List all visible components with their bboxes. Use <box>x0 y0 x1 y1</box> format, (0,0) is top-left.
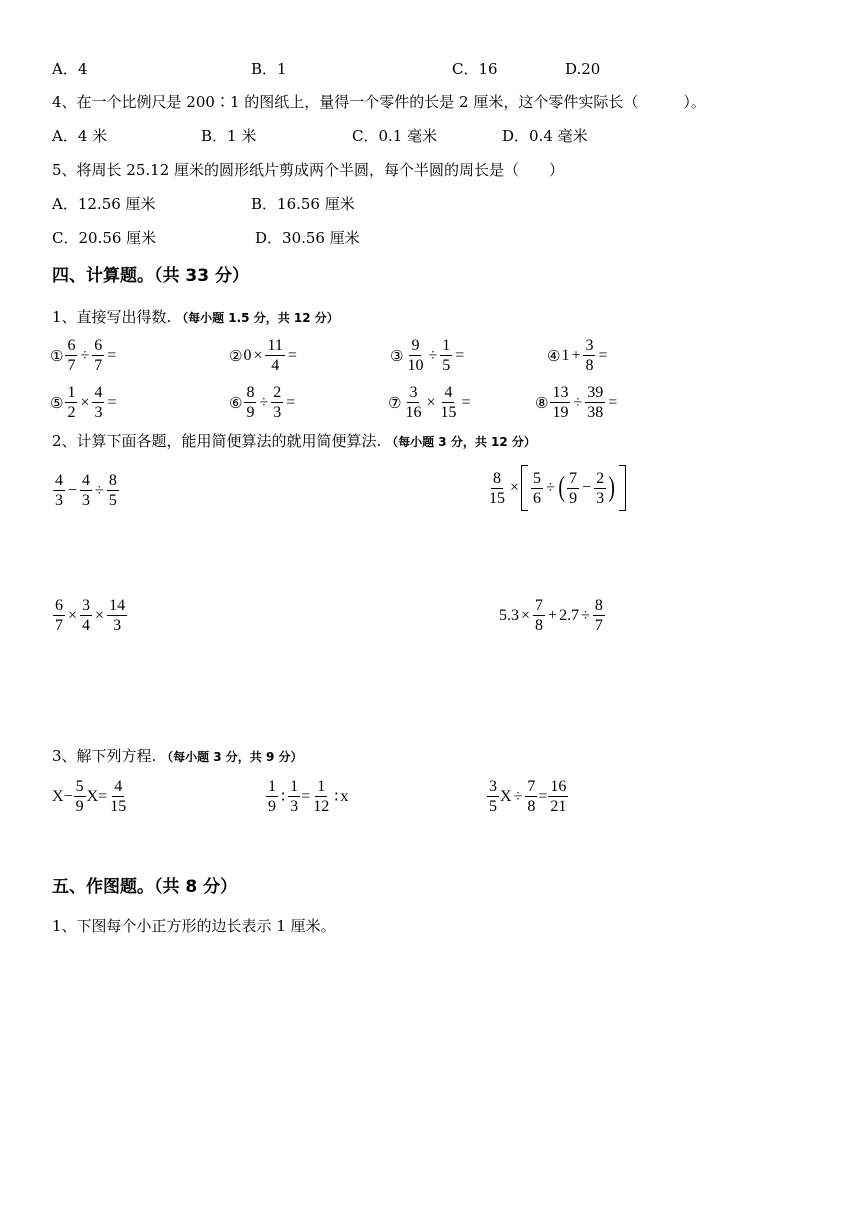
denominator: 7 <box>594 617 603 634</box>
equals-sign: = <box>286 393 296 411</box>
section5-title: 五、作图题。（共 8 分） <box>52 877 238 897</box>
section4-part1-label <box>52 307 339 328</box>
numerator: 6 <box>67 337 76 354</box>
numerator: 3 <box>409 384 418 401</box>
numerator: 6 <box>94 337 103 354</box>
denominator: 9 <box>75 798 84 815</box>
calc-problem-2 <box>486 465 626 511</box>
denominator: 3 <box>273 404 282 421</box>
fraction <box>593 597 605 634</box>
oral-calc-8 <box>535 384 619 421</box>
operator: − <box>63 787 73 805</box>
fraction <box>80 472 92 509</box>
numerator: 9 <box>411 337 420 354</box>
denominator: 15 <box>489 489 505 507</box>
fraction <box>288 778 300 815</box>
fraction <box>92 384 104 421</box>
fraction <box>438 384 458 421</box>
equals-sign: = <box>107 346 117 364</box>
calc-problem-4 <box>499 597 606 634</box>
operator: ÷ <box>95 481 104 499</box>
operator: × <box>521 606 531 624</box>
oral-calc-4 <box>547 337 610 374</box>
oral-calc-1 <box>50 337 118 374</box>
number: 0 <box>243 346 252 364</box>
equals-sign: = <box>455 346 465 364</box>
operator: ÷ <box>80 346 90 364</box>
denominator: 9 <box>268 798 276 815</box>
fraction <box>53 472 65 509</box>
denominator: 21 <box>550 798 567 815</box>
right-bracket <box>619 465 626 511</box>
section4-part2-label <box>52 431 536 452</box>
operator: × <box>68 606 78 624</box>
oral-calc-3 <box>390 337 466 374</box>
operator: ÷ <box>428 346 438 364</box>
operator: + <box>571 346 581 364</box>
fraction <box>440 337 452 374</box>
fraction <box>107 472 119 509</box>
equals-sign: = <box>107 393 117 411</box>
section4-title: 四、计算题。（共 33 分） <box>52 266 249 286</box>
numerator: 7 <box>569 469 578 487</box>
circled-number: ④ <box>547 346 561 365</box>
q4-stem: 4、在一个比例尺是 200∶1 的图纸上，量得一个零件的长是 2 厘米，这个零件实际长（ ）。 <box>52 93 706 111</box>
q3-option-a: A．4 <box>52 60 88 78</box>
equals-sign: = <box>301 787 311 805</box>
operator: ÷ <box>581 606 590 624</box>
fraction <box>244 384 256 421</box>
denominator: 16 <box>405 404 422 421</box>
numerator: 4 <box>114 778 123 795</box>
denominator: 7 <box>94 357 103 374</box>
denominator: 4 <box>271 357 280 374</box>
number: 5.3 <box>499 606 519 624</box>
equals-sign: = <box>538 787 548 805</box>
denominator: 8 <box>535 617 544 634</box>
section5-part1: 1、下图每个小正方形的边长表示 1 厘米。 <box>52 917 336 935</box>
q5-option-d: D．30.56 厘米 <box>255 229 360 247</box>
operator: + <box>548 606 558 624</box>
numerator: 11 <box>267 337 283 354</box>
circled-number: ⑦ <box>388 393 402 412</box>
numerator: 13 <box>552 384 569 401</box>
equals-sign: = <box>608 393 618 411</box>
denominator: 2 <box>67 404 76 421</box>
operator: × <box>510 479 520 496</box>
fraction <box>92 337 104 374</box>
denominator: 19 <box>552 404 569 421</box>
operator: − <box>68 481 78 499</box>
part2-score-note: （每小题 3 分，共 12 分） <box>386 435 536 449</box>
fraction <box>80 597 92 634</box>
circled-number: ⑤ <box>50 393 64 412</box>
operator: × <box>80 393 90 411</box>
number: 2.7 <box>559 606 580 624</box>
denominator: 9 <box>246 404 255 421</box>
fraction <box>266 778 278 815</box>
numerator: 14 <box>109 597 126 614</box>
denominator: 5 <box>442 357 451 374</box>
q5-option-c: C．20.56 厘米 <box>52 229 157 247</box>
numerator: 3 <box>489 778 497 795</box>
numerator: 1 <box>317 778 326 795</box>
numerator: 2 <box>596 469 605 487</box>
fraction <box>271 384 283 421</box>
fraction <box>533 597 545 634</box>
operator: × <box>426 393 436 411</box>
fraction <box>405 337 425 374</box>
fraction <box>403 384 423 421</box>
denominator: 3 <box>596 489 605 507</box>
ratio-sign: ∶ <box>281 788 286 806</box>
numerator: 7 <box>527 778 536 795</box>
numerator: 4 <box>55 472 63 489</box>
denominator: 10 <box>407 357 424 374</box>
fraction <box>65 384 77 421</box>
operator: ÷ <box>546 479 555 496</box>
fraction <box>594 470 606 507</box>
ratio-sign: ∶ <box>334 788 339 806</box>
denominator: 12 <box>313 798 330 815</box>
q3-option-c: C．16 <box>452 60 498 78</box>
equals-sign: = <box>598 346 608 364</box>
fraction <box>487 778 499 815</box>
denominator: 3 <box>55 492 63 509</box>
numerator: 16 <box>550 778 567 795</box>
denominator: 15 <box>440 404 457 421</box>
oral-calc-6 <box>229 384 297 421</box>
fraction <box>265 337 284 374</box>
denominator: 6 <box>533 489 542 507</box>
calc-problem-1 <box>52 472 120 509</box>
fraction <box>525 778 537 815</box>
numerator: 1 <box>268 778 276 795</box>
fraction <box>487 470 507 507</box>
q4-option-a: A．4 米 <box>52 127 108 145</box>
right-paren: ) <box>608 472 616 503</box>
q3-option-b: B．1 <box>251 60 287 78</box>
numerator: 5 <box>75 778 84 795</box>
q4-option-b: B．1 米 <box>201 127 257 145</box>
part3-label-text: 3、解下列方程. <box>52 747 157 765</box>
denominator: 7 <box>67 357 76 374</box>
fraction <box>74 778 86 815</box>
equals-sign: = <box>287 346 297 364</box>
q4-option-d: D．0.4 毫米 <box>502 127 588 145</box>
numerator: 6 <box>55 597 63 614</box>
operator: ÷ <box>259 393 269 411</box>
operator: ÷ <box>513 787 523 805</box>
section4-part3-label <box>52 746 303 767</box>
numerator: 1 <box>290 778 299 795</box>
denominator: 38 <box>587 404 604 421</box>
numerator: 4 <box>94 384 103 401</box>
part1-label-text: 1、直接写出得数. <box>52 308 172 326</box>
part3-score-note: （每小题 3 分，共 9 分） <box>161 750 303 764</box>
denominator: 15 <box>110 798 127 815</box>
operator: − <box>582 479 592 496</box>
q5-option-a: A．12.56 厘米 <box>52 195 156 213</box>
denominator: 9 <box>569 489 578 507</box>
numerator: 3 <box>585 337 594 354</box>
fraction <box>53 597 65 634</box>
numerator: 4 <box>444 384 453 401</box>
left-paren: ( <box>558 472 565 503</box>
operator: × <box>95 606 105 624</box>
variable: X <box>500 787 512 805</box>
variable: X <box>52 787 64 805</box>
numerator: 8 <box>246 384 255 401</box>
fraction <box>65 337 77 374</box>
denominator: 3 <box>94 404 103 421</box>
number: 1 <box>561 346 570 364</box>
fraction <box>585 384 605 421</box>
fraction <box>107 597 127 634</box>
variable: x <box>340 787 349 805</box>
operator: × <box>253 346 263 364</box>
fraction <box>583 337 595 374</box>
circled-number: ① <box>50 346 64 365</box>
q5-option-b: B．16.56 厘米 <box>251 195 355 213</box>
calc-problem-3 <box>52 597 128 634</box>
numerator: 8 <box>108 472 117 489</box>
denominator: 3 <box>82 492 91 509</box>
equals-sign: = <box>461 393 471 411</box>
equation-3 <box>486 778 569 815</box>
oral-calc-2 <box>229 337 299 374</box>
fraction <box>548 778 568 815</box>
q5-stem: 5、将周长 25.12 厘米的圆形纸片剪成两个半圆，每个半圆的周长是（ ） <box>52 161 565 179</box>
denominator: 8 <box>527 798 536 815</box>
numerator: 2 <box>273 384 282 401</box>
denominator: 5 <box>108 492 117 509</box>
q4-option-c: C．0.1 毫米 <box>352 127 438 145</box>
fraction <box>567 470 579 507</box>
denominator: 3 <box>290 798 299 815</box>
numerator: 1 <box>442 337 451 354</box>
fraction <box>550 384 570 421</box>
equals-sign: = <box>98 787 108 805</box>
circled-number: ③ <box>390 346 404 365</box>
circled-number: ⑥ <box>229 393 243 412</box>
oral-calc-7 <box>388 384 473 421</box>
part2-label-text: 2、计算下面各题，能用简便算法的就用简便算法. <box>52 432 382 450</box>
fraction <box>311 778 331 815</box>
numerator: 4 <box>82 472 91 489</box>
oral-calc-5 <box>50 384 119 421</box>
numerator: 5 <box>533 469 542 487</box>
part1-score-note: （每小题 1.5 分，共 12 分） <box>176 311 339 325</box>
denominator: 3 <box>113 617 122 634</box>
denominator: 4 <box>82 617 91 634</box>
numerator: 7 <box>535 597 544 614</box>
circled-number: ② <box>229 346 243 365</box>
denominator: 8 <box>585 357 594 374</box>
variable: X <box>86 787 99 805</box>
left-bracket <box>521 465 528 511</box>
numerator: 3 <box>82 597 91 614</box>
denominator: 7 <box>55 617 63 634</box>
equation-2 <box>265 778 348 815</box>
q3-option-d: D.20 <box>565 60 601 78</box>
circled-number: ⑧ <box>535 393 549 412</box>
fraction <box>108 778 128 815</box>
numerator: 39 <box>587 384 604 401</box>
fraction <box>531 470 543 507</box>
denominator: 5 <box>489 798 497 815</box>
numerator: 1 <box>67 384 76 401</box>
numerator: 8 <box>594 597 603 614</box>
operator: ÷ <box>573 393 583 411</box>
numerator: 8 <box>493 469 501 487</box>
equation-1 <box>52 778 129 815</box>
